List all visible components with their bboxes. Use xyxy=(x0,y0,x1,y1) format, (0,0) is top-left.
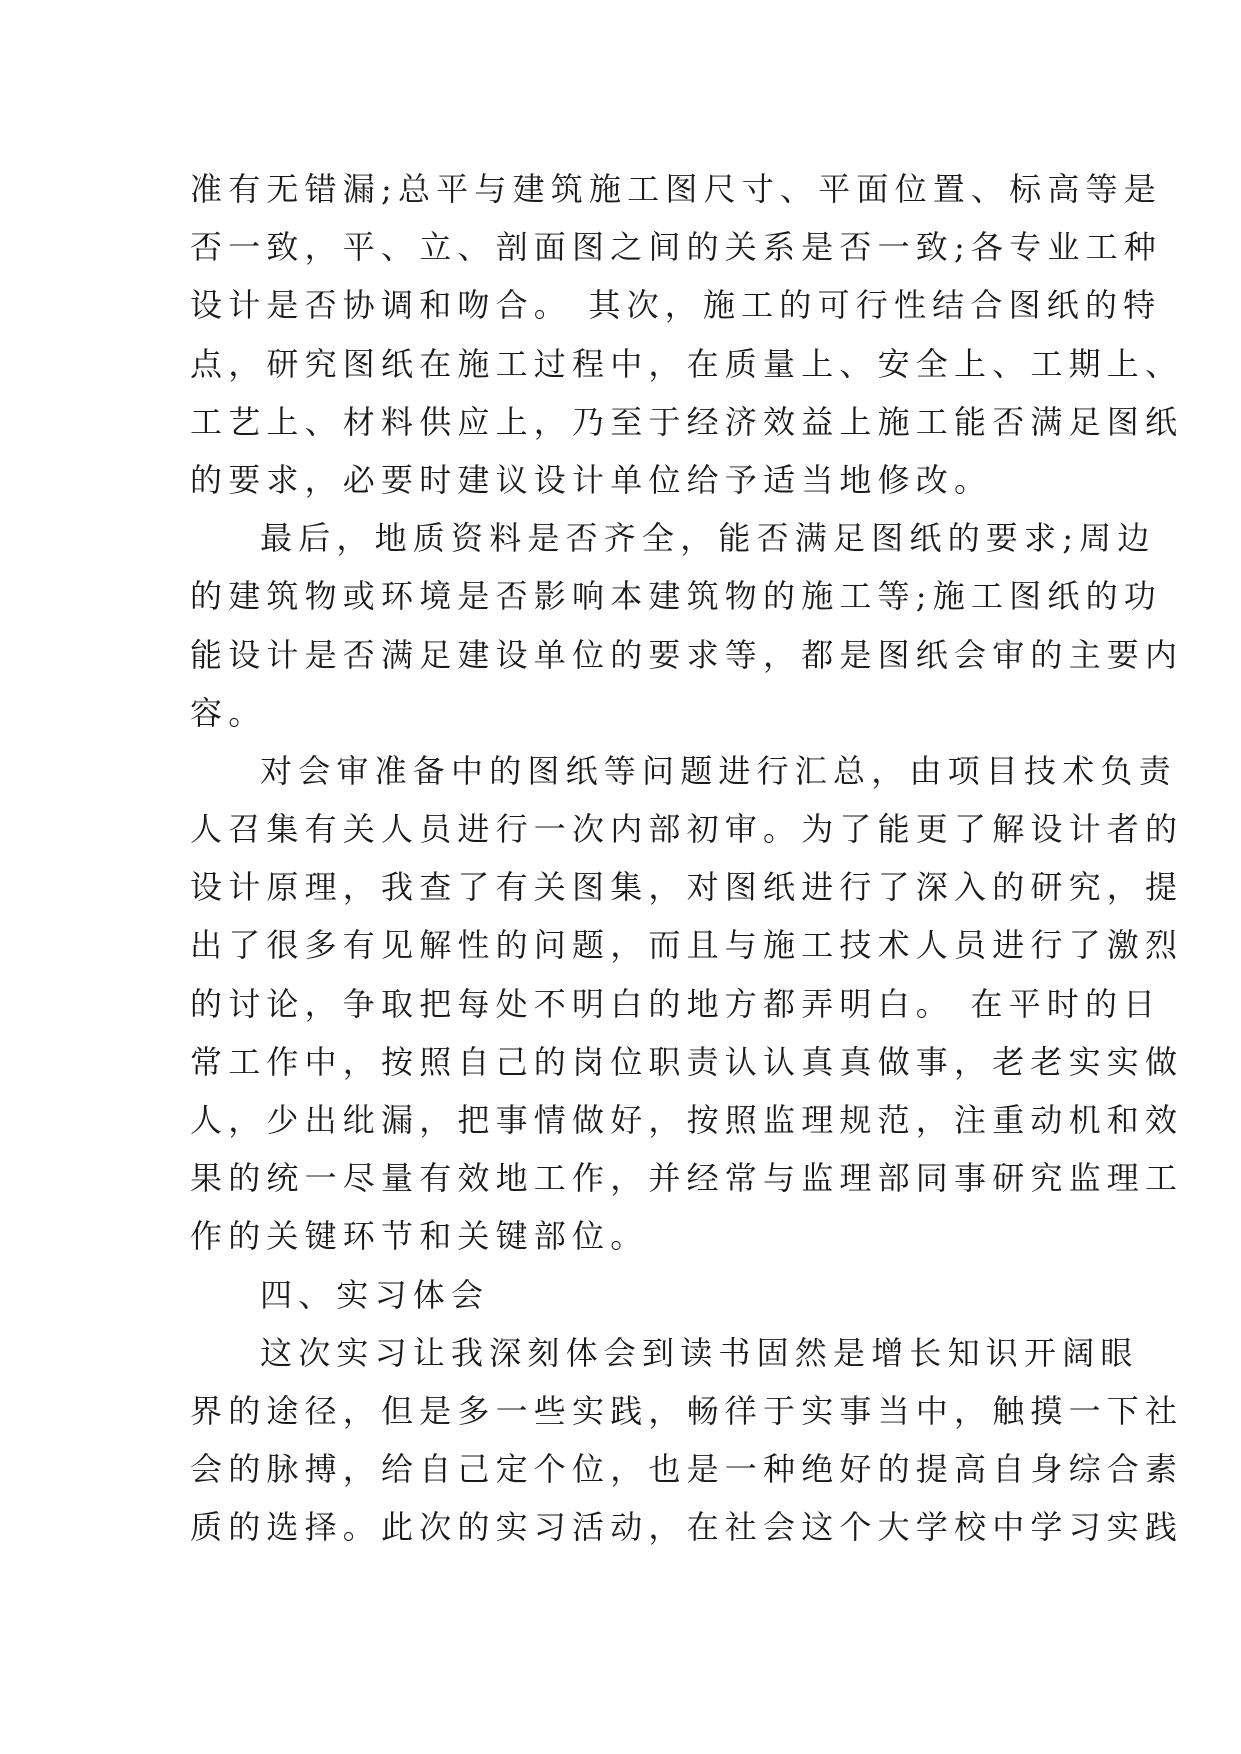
text-line: 出了很多有见解性的问题，而且与施工技术人员进行了激烈 xyxy=(190,926,1184,965)
text-line: 作的关键环节和关键部位。 xyxy=(190,1217,649,1256)
text-line: 的建筑物或环境是否影响本建筑物的施工等;施工图纸的功 xyxy=(190,577,1162,616)
text-line: 的讨论，争取把每处不明白的地方都弄明白。 在平时的日 xyxy=(190,984,1162,1023)
text-line: 果的统一尽量有效地工作，并经常与监理部同事研究监理工 xyxy=(190,1159,1184,1198)
text-line: 容。 xyxy=(190,693,267,732)
text-line: 人召集有关人员进行一次内部初审。为了能更了解设计者的 xyxy=(190,810,1184,849)
text-line: 这次实习让我深刻体会到读书固然是增长知识开阔眼 xyxy=(260,1333,1139,1372)
text-line: 人，少出纰漏，把事情做好，按照监理规范，注重动机和效 xyxy=(190,1101,1184,1139)
text-line: 设计是否协调和吻合。 其次，施工的可行性结合图纸的特 xyxy=(190,286,1162,325)
text-line: 否一致，平、立、剖面图之间的关系是否一致;各专业工种 xyxy=(190,228,1162,267)
text-line: 四、实习体会 xyxy=(260,1275,490,1314)
text-line: 的要求，必要时建议设计单位给予适当地修改。 xyxy=(190,460,993,499)
text-line: 最后，地质资料是否齐全，能否满足图纸的要求;周边 xyxy=(260,519,1156,558)
text-line: 能设计是否满足建设单位的要求等，都是图纸会审的主要内 xyxy=(190,635,1184,674)
text-line: 质的选择。此次的实习活动，在社会这个大学校中学习实践 xyxy=(190,1508,1184,1547)
text-line: 设计原理，我查了有关图集，对图纸进行了深入的研究，提 xyxy=(190,868,1184,907)
text-line: 会的脉搏，给自己定个位，也是一种绝好的提高自身综合素 xyxy=(190,1450,1184,1489)
text-line: 界的途径，但是多一些实践，畅徉于实事当中，触摸一下社 xyxy=(190,1391,1184,1430)
text-line: 准有无错漏;总平与建筑施工图尺寸、平面位置、标高等是 xyxy=(190,170,1162,208)
text-line: 点，研究图纸在施工过程中，在质量上、安全上、工期上、 xyxy=(190,344,1184,383)
body-text xyxy=(190,160,1184,1557)
text-line: 工艺上、材料供应上，乃至于经济效益上施工能否满足图纸 xyxy=(190,402,1184,441)
text-line: 对会审准备中的图纸等问题进行汇总，由项目技术负责 xyxy=(260,751,1177,790)
text-line: 常工作中，按照自己的岗位职责认认真真做事，老老实实做 xyxy=(190,1042,1184,1081)
